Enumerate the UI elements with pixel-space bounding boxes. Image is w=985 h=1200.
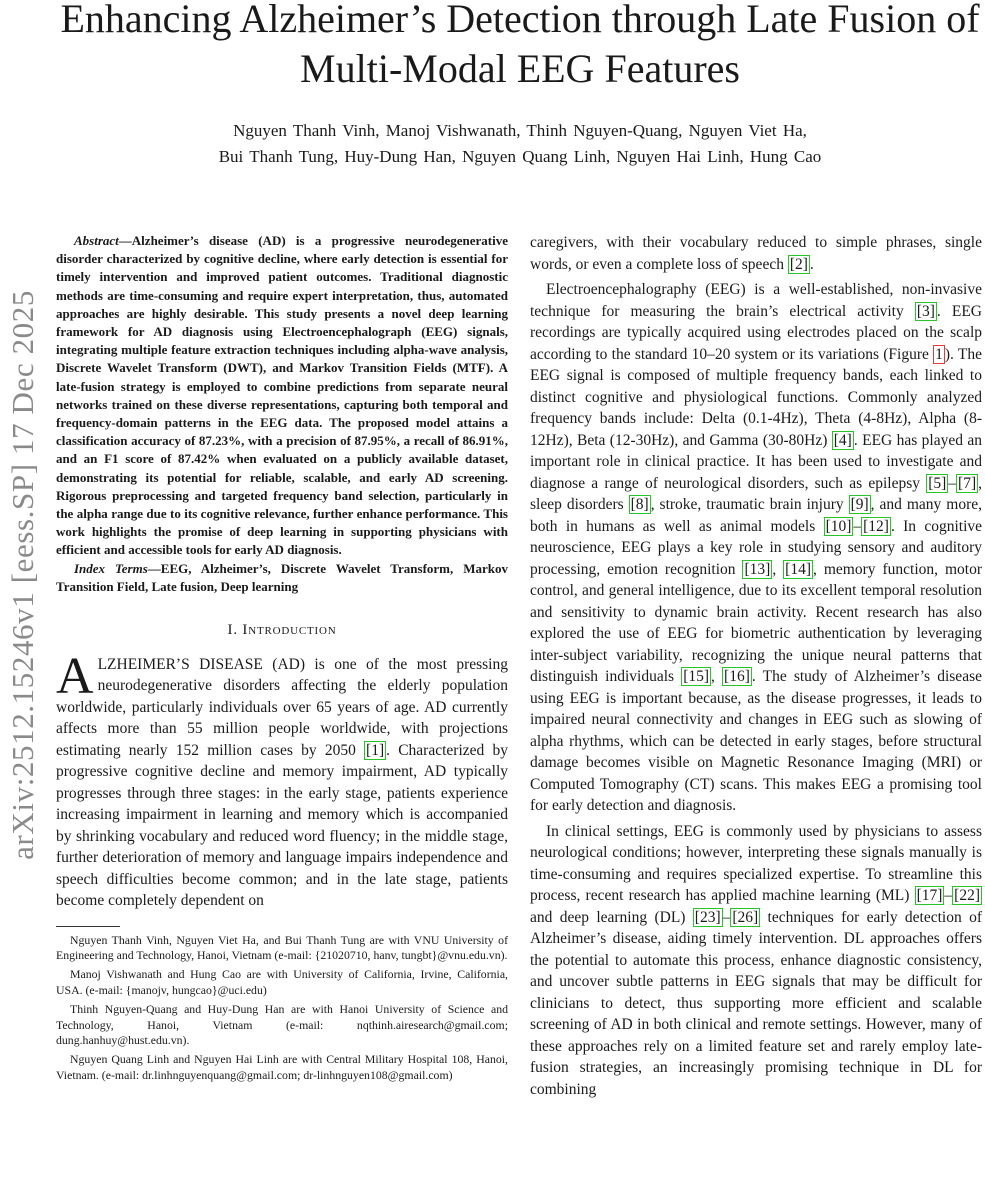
citation-link[interactable]: [17] xyxy=(916,887,943,904)
citation-link[interactable]: [22] xyxy=(954,887,980,904)
figure-link[interactable]: 1 xyxy=(935,345,943,363)
authors-line-1: Nguyen Thanh Vinh, Manoj Vishwanath, Thinh Nguyen-Quang, Nguyen Viet Ha, xyxy=(233,121,807,140)
citation-link[interactable]: [13] xyxy=(744,560,771,578)
intro-body xyxy=(56,647,508,912)
footnote: Nguyen Thanh Vinh, Nguyen Viet Ha, and Bui Thanh Tung are with VNU University of Engineering and Technology, Hanoi, Vietnam (e-mail: {21020710, hanv, tungbt}@vnu.edu.vn). xyxy=(56,932,508,962)
citation-link[interactable]: [12] xyxy=(863,517,889,535)
footnote: Thinh Nguyen-Quang and Huy-Dung Han are with Hanoi University of Science and Technology, Hanoi, Vietnam (e-mail: nqthinh.airesearch@gmail.com; dung.hanhuy@hust.edu.vn). xyxy=(56,1002,508,1047)
citation-link[interactable]: [7] xyxy=(958,474,977,492)
authors-line-2: Bui Thanh Tung, Huy-Dung Han, Nguyen Quang Linh, Nguyen Hai Linh, Hung Cao xyxy=(218,147,822,166)
abstract xyxy=(56,232,508,560)
citation-link[interactable]: [2] xyxy=(789,255,808,273)
abstract-label: Abstract xyxy=(74,233,119,248)
intro-paragraph: ALZHEIMER’S DISEASE (AD) is one of the most pressing neurodegenerative disorders affecting the elderly population worldwide, particularly individuals over 65 years of age. AD currently affects more than 55 million people worldwide, with projections estimating nearly 152 million cases by 2050 [1] . Characterized by progressive cognitive decline and memory impairment, AD typically progresses through three stages: in the early stage, patients experience increasing impairment in learning and memory which is accompanied by shrinking vocabulary and reduced word fluency; in the middle stage, further deterioration of memory and language impairs independence and speech difficulties become common; and in the late stage, patients become completely dependent on xyxy=(56,647,508,910)
author-list xyxy=(60,118,980,170)
footnote: Manoj Vishwanath and Hung Cao are with University of California, Irvine, California, USA. (e-mail: {manojv, hungcao}@uci.edu) xyxy=(56,967,508,997)
citation-link[interactable]: [23] xyxy=(694,908,721,926)
arxiv-identifier: arXiv:2512.15246v1 [eess.SP] 17 Dec 2025 xyxy=(5,290,40,860)
abstract-text: —Alzheimer’s disease (AD) is a progressive neurodegenerative disorder characterized by cognitive decline, where early detection is essential for timely intervention and improved patient outcomes. Traditional diagnostic methods are time-consuming and require expert interpretation, thus, automated approaches are highly desirable. This study presents a novel deep learning framework for AD diagnosis using Electroencephalograph (EEG) signals, integrating multiple feature extraction techniques including alpha-wave analysis, Discrete Wavelet Transform (DWT), and Markov Transition Fields (MTF). A late-fusion strategy is employed to combine predictions from separate neural networks trained on these diverse representations, capturing both temporal and frequency-domain patterns in the EEG data. The proposed model attains a classification accuracy of 87.23%, with a precision of 87.95%, a recall of 86.91%, and an F1 score of 87.42% when evaluated on a publicly available dataset, demonstrating its potential for reliable, scalable, and early AD screening. Rigorous preprocessing and targeted frequency band selection, particularly in the alpha range due to its cognitive relevance, further enhance performance. This work highlights the promise of deep learning in supporting physicians with efficient and accessible tools for early AD diagnosis. xyxy=(56,233,508,558)
citation-link[interactable]: [26] xyxy=(732,908,759,926)
body-paragraph: Electroencephalography (EEG) is a well-established, non-invasive technique for measuring the brain’s electrical activity [3] . EEG recordings are typically acquired using electrodes placed on the scalp according to the standard 10–20 system or its variations (Figure 1 ). The EEG signal is composed of multiple frequency bands, each linked to distinct cognitive and physiological functions. Commonly analyzed frequency bands include: Delta (0.1-4Hz), Theta (4-8Hz), Alpha (8-12Hz), Beta (12-30Hz), and Gamma (30-80Hz) [4] . EEG has played an important role in clinical practice. It has been used to investigate and diagnose a range of neurological disorders, such as epilepsy [5] – [7] , sleep disorders [8] , stroke, traumatic brain injury [9] , and many more, both in humans as well as animal models [10] – [12] . In cognitive neuroscience, EEG plays a key role in studying sensory and auditory processing, emotion recognition [13] , [14] , memory function, motor control, and general intelligence, due to its excellent temporal resolution and sensitivity to dynamic brain activity. Recent research has also explored the use of EEG for biometric authentication by leveraging inter-subject variability, recognizing the unique neural patterns that distinguish individuals [15] , [16] . The study of Alzheimer’s disease using EEG is important because, as the disease progresses, it leads to impaired neural connectivity and changes in EEG such as slowing of alpha rhythms, which can be detected in early stages, before structural damage becomes visible on Magnetic Resonance Imaging (MRI) or Computed Tomography (CT) scans. This makes EEG a promising tool for early detection and diagnosis. xyxy=(530,281,983,814)
left-column xyxy=(56,232,508,1087)
citation-link[interactable]: [9] xyxy=(850,496,869,513)
citation-link[interactable]: [8] xyxy=(630,496,649,513)
index-terms xyxy=(56,560,508,596)
body-paragraph: In clinical settings, EEG is commonly used by physicians to assess neurological conditions; however, interpreting these signals manually is time-consuming and requires specialized expertise. To streamline this process, recent research has applied machine learning (ML) [17] – [22] and deep learning (DL) [23] – [26] techniques for early detection of Alzheimer’s disease, aiding timely intervention. DL approaches offers the potential to automate this process, enhance diagnostic consistency, and uncover subtle patterns in EEG signals that may be difficult for clinicians to detect, thus supporting more efficient and scalable screening of AD in both clinical and remote settings. However, many of these approaches rely on a limited feature set and rarely employ late-fusion strategies, an increasingly promising technique in DL for combining xyxy=(530,822,982,1098)
right-column xyxy=(530,232,982,1104)
drop-cap: A xyxy=(56,647,94,705)
footnote: Nguyen Quang Linh and Nguyen Hai Linh are with Central Military Hospital 108, Hanoi, Vietnam. (e-mail: dr.linhnguyenquang@gmail.com; dr-linhnguyen108@gmail.com) xyxy=(56,1052,508,1082)
index-terms-label: Index Terms xyxy=(74,560,148,576)
index-terms-text: —EEG, Alzheimer’s, Discrete Wavelet Transform, Markov Transition Field, Late fusion, Deep learning xyxy=(56,560,508,594)
citation-link[interactable]: [14] xyxy=(785,560,811,578)
citation-link[interactable]: [10] xyxy=(825,517,852,535)
section-heading: I. Introduction xyxy=(227,622,337,639)
footnote-rule xyxy=(56,926,120,927)
citation-link[interactable]: [4] xyxy=(833,431,852,449)
paper-title: Enhancing Alzheimer’s Detection through Late Fusion of Multi-Modal EEG Features xyxy=(60,0,980,91)
citation-link[interactable]: [3] xyxy=(916,302,935,320)
citation-link[interactable]: [5] xyxy=(928,474,947,492)
citation-link[interactable]: [15] xyxy=(683,668,710,685)
body-paragraph: caregivers, with their vocabulary reduced to simple phrases, single words, or even a complete loss of speech [2] . xyxy=(530,234,982,273)
citation-link[interactable]: [16] xyxy=(724,668,750,685)
citation-link[interactable]: [1] xyxy=(366,741,385,759)
